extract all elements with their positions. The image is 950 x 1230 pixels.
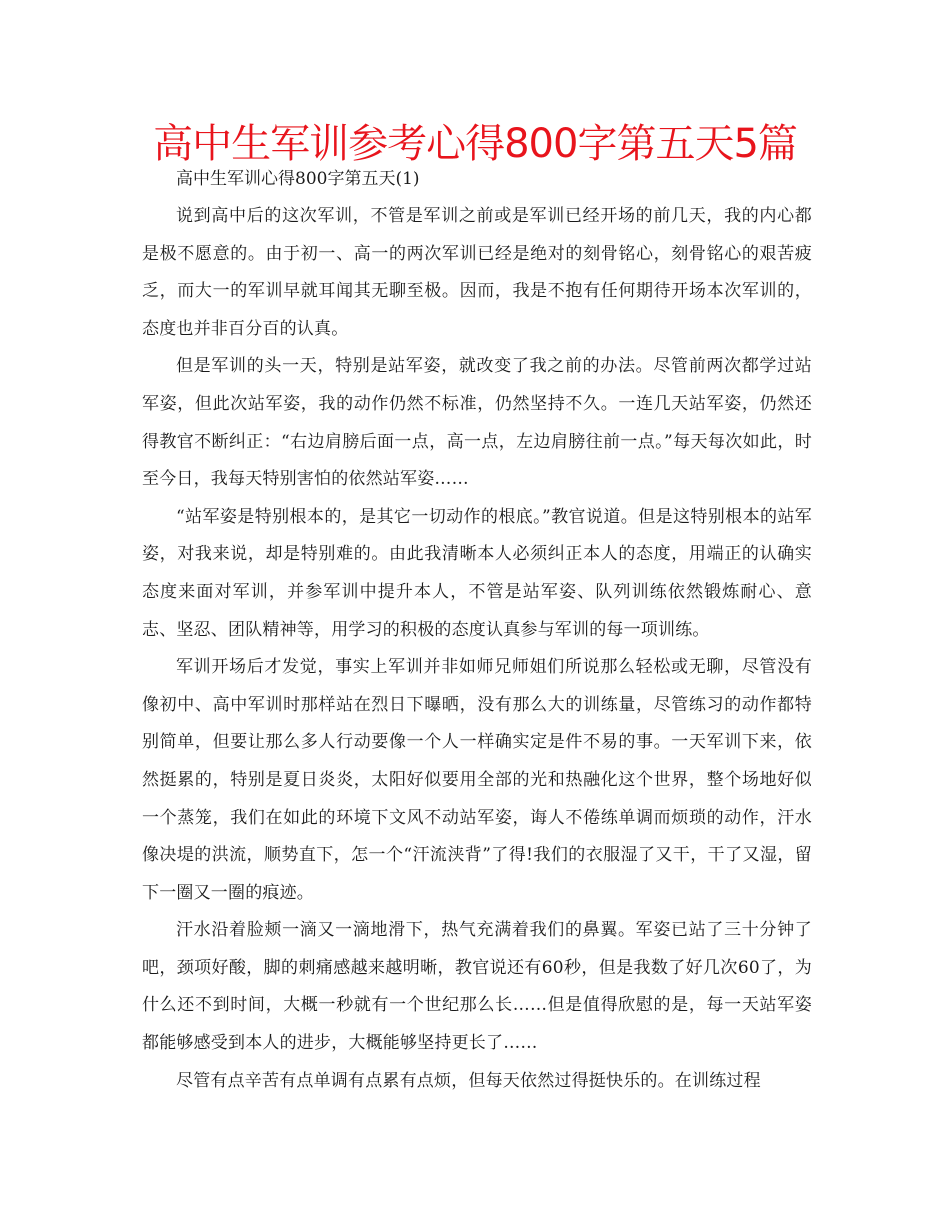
paragraph-3: “站军姿是特别根本的，是其它一切动作的根底。”教官说道。但是这特别根本的站军姿，对我来说，却是特别难的。由此我清晰本人必须纠正本人的态度，用端正的认确实态度来面对军训，并参军训中提升本人，不管是站军姿、队列训练依然锻炼耐心、意志、坚忍、团队精神等，用学习的积极的态度认真参与军训的每一项训练。 bbox=[142, 506, 812, 640]
document-title: 高中生军训参考心得800字第五天5篇 bbox=[153, 121, 797, 167]
paragraph-5: 汗水沿着脸颊一滴又一滴地滑下，热气充满着我们的鼻翼。军姿已站了三十分钟了吧，颈项好酸，脚的刺痛感越来越明晰，教官说还有60秒，但是我数了好几次60了，为什么还不到时间，大概一秒就有一个世纪那么长……但是值得欣慰的是，每一天站军姿都能够感受到本人的进步，大概能够坚持更长了…… bbox=[142, 920, 812, 1054]
paragraph-4: 军训开场后才发觉，事实上军训并非如师兄师姐们所说那么轻松或无聊，尽管没有像初中、高中军训时那样站在烈日下曝晒，没有那么大的训练量，尽管练习的动作都特别简单，但要让那么多人行动要像一个人一样确实定是件不易的事。一天军训下来，依然挺累的，特别是夏日炎炎，太阳好似要用全部的光和热融化这个世界，整个场地好似一个蒸笼，我们在如此的环境下文风不动站军姿，诲人不倦练单调而烦琐的动作，汗水像决堤的洪流，顺势直下，怎一个“汗流浃背”了得!我们的衣服湿了又干，干了又湿，留下一圈又一圈的痕迹。 bbox=[142, 657, 812, 903]
document-body bbox=[142, 198, 812, 1100]
document-subtitle: 高中生军训心得800字第五天(1) bbox=[176, 169, 420, 189]
paragraph-1: 说到高中后的这次军训，不管是军训之前或是军训已经开场的前几天，我的内心都是极不愿意的。由于初一、高一的两次军训已经是绝对的刻骨铭心，刻骨铭心的艰苦疲乏，而大一的军训早就耳闻其无聊至极。因而，我是不抱有任何期待开场本次军训的，态度也并非百分百的认真。 bbox=[142, 206, 812, 339]
paragraph-6: 尽管有点辛苦有点单调有点累有点烦，但每天依然过得挺快乐的。在训练过程 bbox=[176, 1070, 761, 1091]
paragraph-2: 但是军训的头一天，特别是站军姿，就改变了我之前的办法。尽管前两次都学过站军姿，但此次站军姿，我的动作仍然不标准，仍然坚持不久。一连几天站军姿，仍然还得教官不断纠正：“右边肩膀后面一点，高一点，左边肩膀往前一点。”每天每次如此，时至今日，我每天特别害怕的依然站军姿…… bbox=[142, 356, 812, 490]
